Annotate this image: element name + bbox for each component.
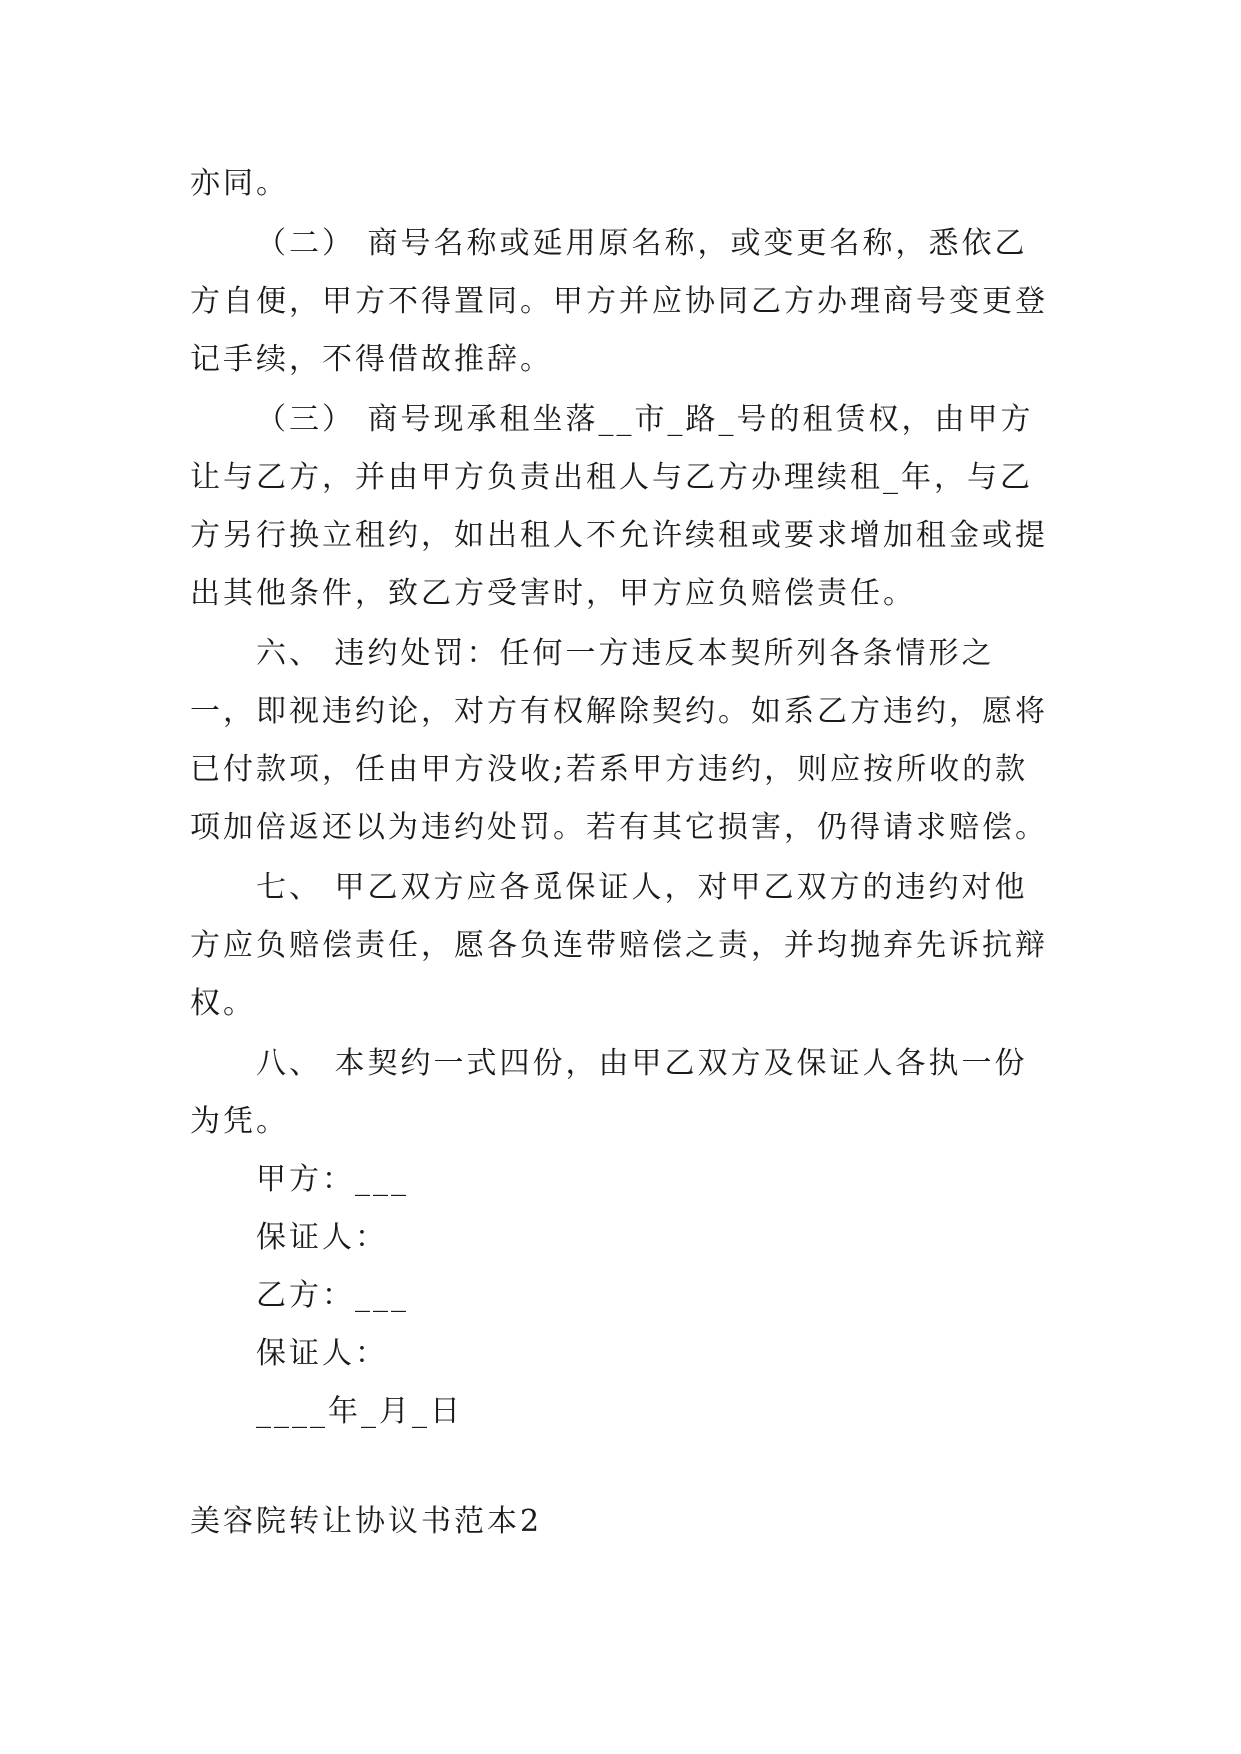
guarantor-b-signature: 保证人： bbox=[256, 1336, 388, 1371]
party-b-signature: 乙方：___ bbox=[256, 1278, 409, 1313]
guarantor-a-signature: 保证人： bbox=[256, 1220, 388, 1255]
paragraph-clause-3: （三） 商号现承租坐落__市_路_号的租赁权，由甲方让与乙方，并由甲方负责出租人与乙方办理续租_年，与乙方另行换立租约，如出租人不允许续租或要求增加租金或提出其他条件，致乙方受害时，甲方应负赔偿责任。 bbox=[190, 402, 1048, 611]
section-title: 美容院转让协议书范本2 bbox=[190, 1504, 543, 1539]
paragraph-article-8: 八、 本契约一式四份，由甲乙双方及保证人各执一份为凭。 bbox=[190, 1046, 1028, 1139]
signature-date: ____年_月_日 bbox=[256, 1394, 463, 1429]
paragraph-continuation: 亦同。 bbox=[190, 166, 289, 201]
document-body bbox=[190, 155, 1060, 1551]
signature-block bbox=[190, 1151, 1060, 1441]
party-a-signature: 甲方：___ bbox=[256, 1162, 409, 1197]
paragraph-article-7: 七、 甲乙双方应各觅保证人，对甲乙双方的违约对他方应负赔偿责任，愿各负连带赔偿之责，并均抛弃先诉抗辩权。 bbox=[190, 870, 1048, 1021]
paragraph-clause-2: （二） 商号名称或延用原名称，或变更名称，悉依乙方自便，甲方不得置同。甲方并应协同乙方办理商号变更登记手续，不得借故推辞。 bbox=[190, 226, 1048, 377]
paragraph-article-6: 六、 违约处罚：任何一方违反本契所列各条情形之一，即视违约论，对方有权解除契约。如系乙方违约，愿将已付款项，任由甲方没收;若系甲方违约，则应按所收的款项加倍返还以为违约处罚。若有其它损害，仍得请求赔偿。 bbox=[190, 636, 1048, 845]
